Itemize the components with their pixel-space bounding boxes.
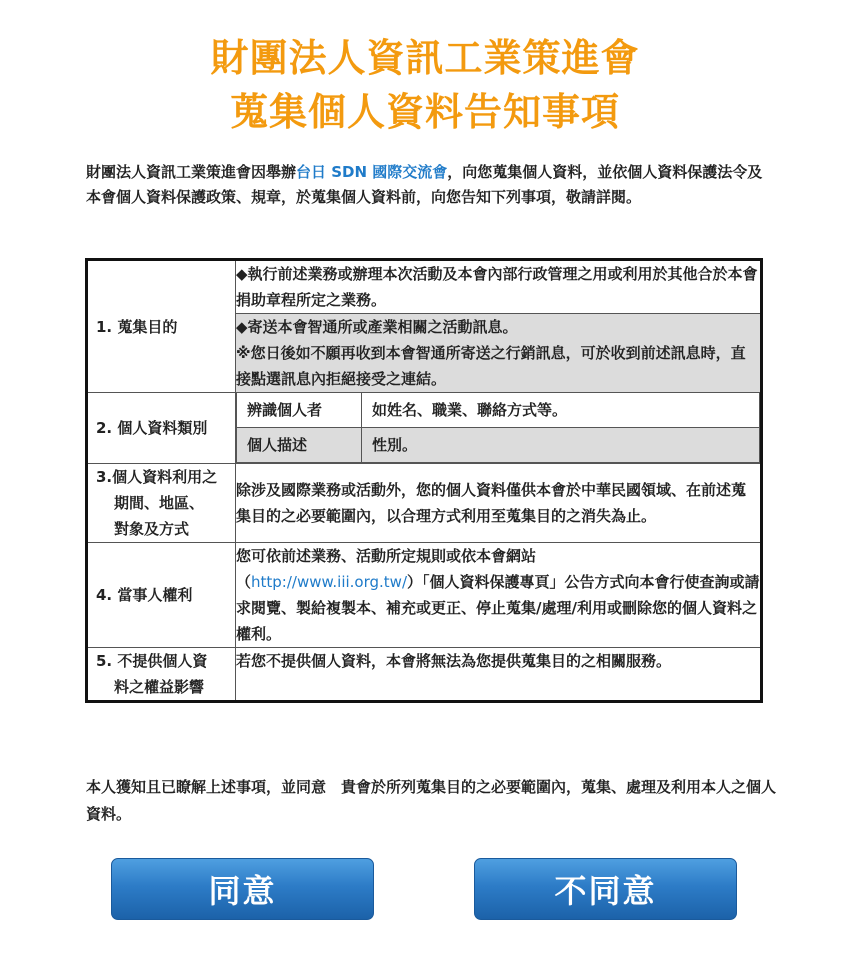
rights-text-before: 您可依前述業務、活動所定規則或依本會網站 — [236, 547, 537, 565]
table-row-rights — [87, 543, 762, 648]
category-row — [237, 393, 760, 428]
usage-label-line2: 期間、地區、 — [114, 494, 205, 512]
refusal-text: 若您不提供個人資料，本會將無法為您提供蒐集目的之相關服務。 — [236, 648, 762, 702]
rights-label: 4. 當事人權利 — [87, 543, 236, 648]
category-value: 性別。 — [362, 428, 760, 463]
category-inner-table — [236, 393, 760, 463]
consent-statement: 本人獲知且已瞭解上述事項，並同意 貴會於所列蒐集目的之必要範圍內，蒐集、處理及利用本人之個人資料。 — [86, 778, 777, 823]
category-key: 個人描述 — [237, 428, 362, 463]
category-cell — [236, 393, 762, 464]
refusal-label-line2: 料之權益影響 — [114, 678, 205, 696]
disagree-button[interactable]: 不同意 — [474, 858, 737, 920]
intro-paragraph — [86, 160, 768, 210]
page-title-line1: 財團法人資訊工業策進會 — [210, 36, 640, 80]
usage-label-line3: 對象及方式 — [114, 520, 190, 538]
rights-text-after: ）「個人資料保護專頁」公告方式向本會行使查詢或請求閱覽、製給複製本、補充或更正、停止蒐集/處理/利用或刪除您的個人資料之權利。 — [236, 573, 760, 643]
rights-link-open: （ — [236, 573, 252, 591]
category-value: 如姓名、職業、聯絡方式等。 — [362, 393, 760, 428]
category-label: 2. 個人資料類別 — [87, 393, 236, 464]
table-row-category — [87, 393, 762, 464]
event-name: 台日 SDN 國際交流會 — [296, 163, 448, 181]
purpose-item2-line2: ※您日後如不願再收到本會智通所寄送之行銷訊息，可於收到前述訊息時，直接點選訊息內拒絕接受之連結。 — [236, 344, 746, 388]
usage-label-line1: 3.個人資料利用之 — [96, 468, 218, 486]
refusal-label — [87, 648, 236, 702]
category-key: 辨識個人者 — [237, 393, 362, 428]
intro-text-before: 財團法人資訊工業策進會因舉辦 — [86, 163, 297, 181]
notice-table — [85, 258, 763, 703]
purpose-item1: ◆執行前述業務或辦理本次活動及本會內部行政管理之用或利用於其他合於本會捐助章程所定之業務。 — [236, 260, 762, 314]
category-row — [237, 428, 760, 463]
refusal-label-line1: 5. 不提供個人資 — [96, 652, 208, 670]
usage-label — [87, 464, 236, 543]
page-title-line2: 蒐集個人資料告知事項 — [229, 90, 620, 134]
table-row-purpose — [87, 260, 762, 314]
usage-text: 除涉及國際業務或活動外，您的個人資料僅供本會於中華民國領域、在前述蒐集目的之必要範圍內，以合理方式利用至蒐集目的之消失為止。 — [236, 464, 762, 543]
purpose-item2-line1: ◆寄送本會智通所或產業相關之活動訊息。 — [236, 318, 518, 336]
purpose-item2 — [236, 314, 762, 393]
agree-button[interactable]: 同意 — [111, 858, 374, 920]
table-row-refusal — [87, 648, 762, 702]
purpose-label: 1. 蒐集目的 — [87, 260, 236, 393]
rights-text — [236, 543, 762, 648]
intro-text-after: ，向您蒐集個人資料，並依個人資料保護法令及本會個人資料保護政策、規章，於蒐集個人資料前，向您告知下列事項，敬請詳閱。 — [86, 163, 763, 206]
iii-website-link[interactable]: http://www.iii.org.tw/ — [251, 573, 408, 591]
table-row-usage — [87, 464, 762, 543]
